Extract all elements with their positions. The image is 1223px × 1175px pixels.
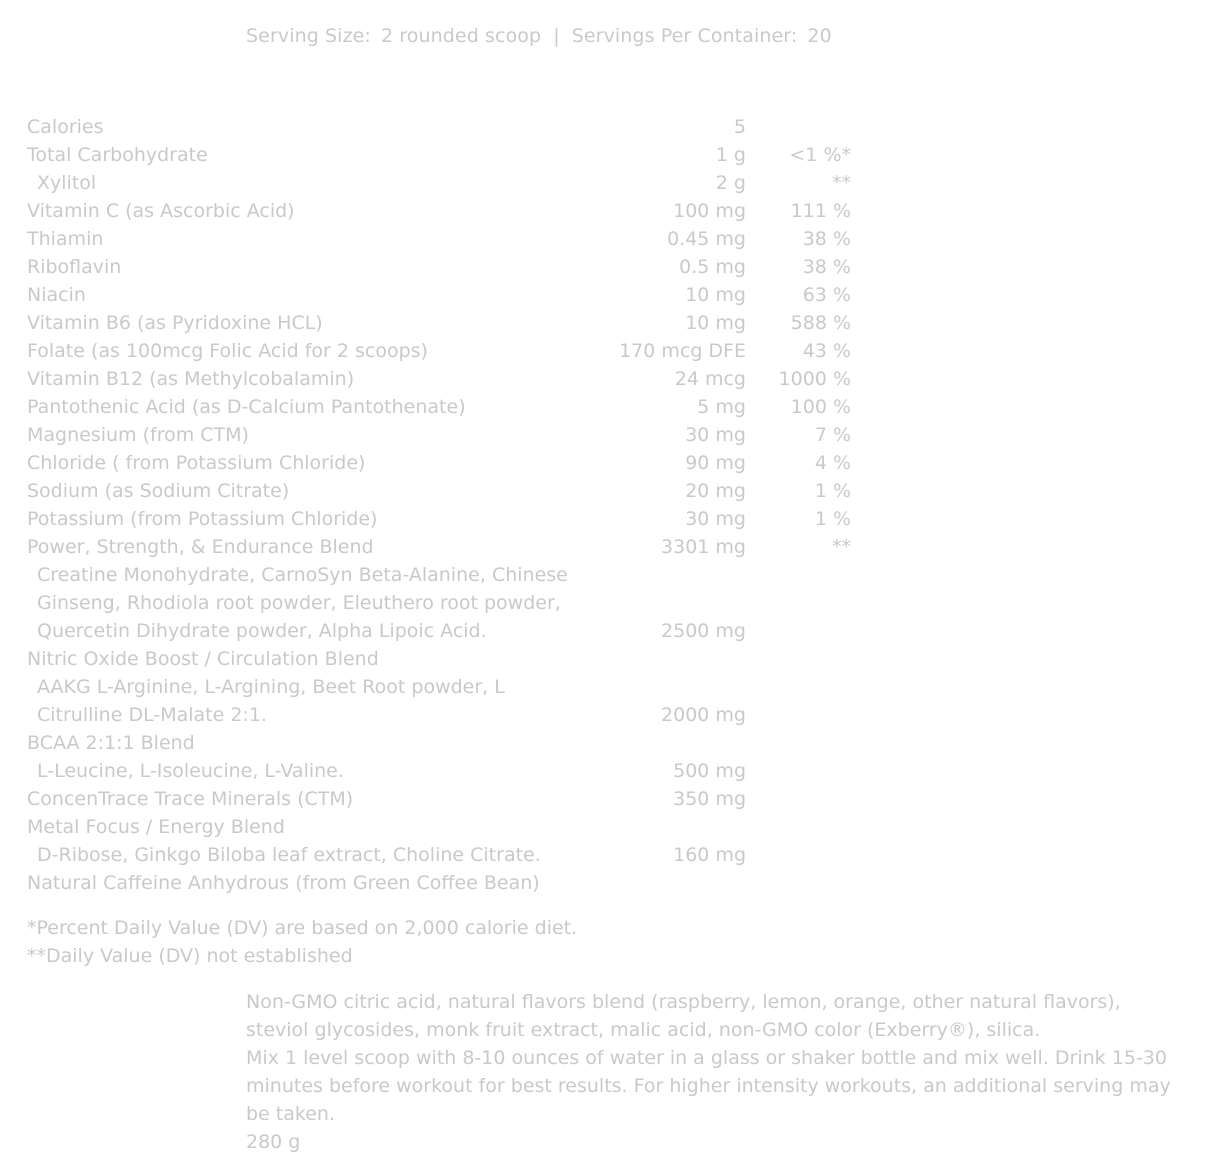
fact-row	[27, 813, 887, 841]
fact-amount: 30 mg	[685, 508, 746, 530]
fact-amount: 2500 mg	[661, 620, 746, 642]
fact-row	[27, 281, 887, 309]
fact-daily-value: 4 %	[814, 452, 851, 474]
fact-row	[27, 393, 887, 421]
fact-amount: 100 mg	[673, 200, 746, 222]
fact-daily-value: **	[832, 536, 851, 558]
fact-name: Ginseng, Rhodiola root powder, Eleuthero root powder,	[37, 592, 561, 614]
fact-daily-value: 588 %	[790, 312, 851, 334]
serving-info	[246, 23, 832, 49]
fact-name: Vitamin C (as Ascorbic Acid)	[27, 200, 295, 222]
fact-name: Niacin	[27, 284, 86, 306]
fact-name: Calories	[27, 116, 104, 138]
net-weight: 280 g	[246, 1131, 301, 1153]
fact-daily-value: 43 %	[802, 340, 851, 362]
fact-amount: 24 mcg	[674, 368, 746, 390]
serving-size-label: Serving Size:	[246, 25, 371, 47]
fact-name: Citrulline DL-Malate 2:1.	[37, 704, 267, 726]
fact-amount: 10 mg	[685, 284, 746, 306]
fact-name: Metal Focus / Energy Blend	[27, 816, 285, 838]
fact-row	[27, 729, 887, 757]
fact-row	[27, 225, 887, 253]
directions-text: Mix 1 level scoop with 8-10 ounces of water in a glass or shaker bottle and mix well. Drink 15-30 minutes before workout for best results. For higher intensity workouts, an additional serving may be taken.	[246, 1047, 1171, 1125]
fact-name: Creatine Monohydrate, CarnoSyn Beta-Alanine, Chinese	[37, 564, 568, 586]
fact-daily-value: 1 %	[814, 480, 851, 502]
fact-row	[27, 141, 887, 169]
fact-name: L-Leucine, L-Isoleucine, L-Valine.	[37, 760, 344, 782]
fact-row	[27, 449, 887, 477]
fact-row	[27, 197, 887, 225]
fact-row	[27, 589, 887, 617]
fact-row	[27, 505, 887, 533]
fact-row	[27, 785, 887, 813]
servings-per-container-label: Servings Per Container:	[571, 25, 798, 47]
fact-row	[27, 841, 887, 869]
fact-row	[27, 533, 887, 561]
fact-row	[27, 337, 887, 365]
fact-amount: 170 mcg DFE	[619, 340, 746, 362]
fact-row	[27, 757, 887, 785]
fact-name: Thiamin	[27, 228, 104, 250]
fact-daily-value: 100 %	[790, 396, 851, 418]
fact-name: ConcenTrace Trace Minerals (CTM)	[27, 788, 354, 810]
fact-row	[27, 309, 887, 337]
fact-name: Folate (as 100mcg Folic Acid for 2 scoops)	[27, 340, 428, 362]
footnotes	[27, 914, 577, 970]
fact-name: Sodium (as Sodium Citrate)	[27, 480, 290, 502]
fact-amount: 350 mg	[673, 788, 746, 810]
fact-name: BCAA 2:1:1 Blend	[27, 732, 195, 754]
fact-name: Pantothenic Acid (as D-Calcium Pantothenate)	[27, 396, 466, 418]
footnote-percent-dv: *Percent Daily Value (DV) are based on 2,000 calorie diet.	[27, 917, 578, 939]
fact-row	[27, 365, 887, 393]
fact-amount: 160 mg	[673, 844, 746, 866]
ingredients-text: Non-GMO citric acid, natural flavors blend (raspberry, lemon, orange, other natural flavors), steviol glycosides, monk fruit extract, malic acid, non-GMO color (Exberry®), silica.	[246, 991, 1121, 1041]
fact-daily-value: 63 %	[802, 284, 851, 306]
fact-amount: 1 g	[715, 144, 746, 166]
fact-name: Xylitol	[37, 172, 97, 194]
fact-row	[27, 673, 887, 701]
fact-amount: 5 mg	[697, 396, 746, 418]
fact-amount: 3301 mg	[661, 536, 746, 558]
fact-amount: 20 mg	[685, 480, 746, 502]
fact-name: Nitric Oxide Boost / Circulation Blend	[27, 648, 379, 670]
fact-row	[27, 561, 887, 589]
fact-daily-value: <1 %*	[789, 144, 851, 166]
fact-row	[27, 701, 887, 729]
fact-amount: 90 mg	[685, 452, 746, 474]
fact-amount: 30 mg	[685, 424, 746, 446]
fact-name: Potassium (from Potassium Chloride)	[27, 508, 378, 530]
fact-daily-value: 38 %	[802, 256, 851, 278]
fact-row	[27, 617, 887, 645]
fact-daily-value: 1 %	[814, 508, 851, 530]
fact-daily-value: 38 %	[802, 228, 851, 250]
fact-name: Natural Caffeine Anhydrous (from Green Coffee Bean)	[27, 872, 540, 894]
fact-amount: 0.5 mg	[679, 256, 746, 278]
fact-amount: 10 mg	[685, 312, 746, 334]
fact-name: AAKG L-Arginine, L-Argining, Beet Root powder, L	[37, 676, 505, 698]
fact-daily-value: **	[832, 172, 851, 194]
fact-amount: 5	[733, 116, 746, 138]
fact-name: Power, Strength, & Endurance Blend	[27, 536, 374, 558]
fact-row	[27, 421, 887, 449]
fact-row	[27, 169, 887, 197]
fact-row	[27, 113, 887, 141]
fact-daily-value: 7 %	[814, 424, 851, 446]
fact-name: Magnesium (from CTM)	[27, 424, 249, 446]
serving-separator: |	[553, 25, 560, 47]
fact-name: D-Ribose, Ginkgo Biloba leaf extract, Choline Citrate.	[37, 844, 541, 866]
fact-daily-value: 111 %	[790, 200, 851, 222]
fact-daily-value: 1000 %	[778, 368, 851, 390]
fact-row	[27, 869, 887, 897]
serving-size-value: 2 rounded scoop	[380, 25, 542, 47]
fact-row	[27, 253, 887, 281]
fact-name: Vitamin B6 (as Pyridoxine HCL)	[27, 312, 323, 334]
fact-name: Quercetin Dihydrate powder, Alpha Lipoic Acid.	[37, 620, 487, 642]
fact-name: Vitamin B12 (as Methylcobalamin)	[27, 368, 355, 390]
product-info	[246, 988, 1176, 1156]
footnote-dv-not-established: **Daily Value (DV) not established	[27, 945, 353, 967]
fact-name: Riboflavin	[27, 256, 122, 278]
fact-amount: 500 mg	[673, 760, 746, 782]
servings-per-container-value: 20	[807, 25, 832, 47]
supplement-facts-table	[27, 113, 887, 897]
fact-name: Chloride ( from Potassium Chloride)	[27, 452, 366, 474]
fact-amount: 0.45 mg	[667, 228, 746, 250]
fact-amount: 2 g	[715, 172, 746, 194]
fact-name: Total Carbohydrate	[27, 144, 208, 166]
fact-amount: 2000 mg	[661, 704, 746, 726]
fact-row	[27, 645, 887, 673]
fact-row	[27, 477, 887, 505]
